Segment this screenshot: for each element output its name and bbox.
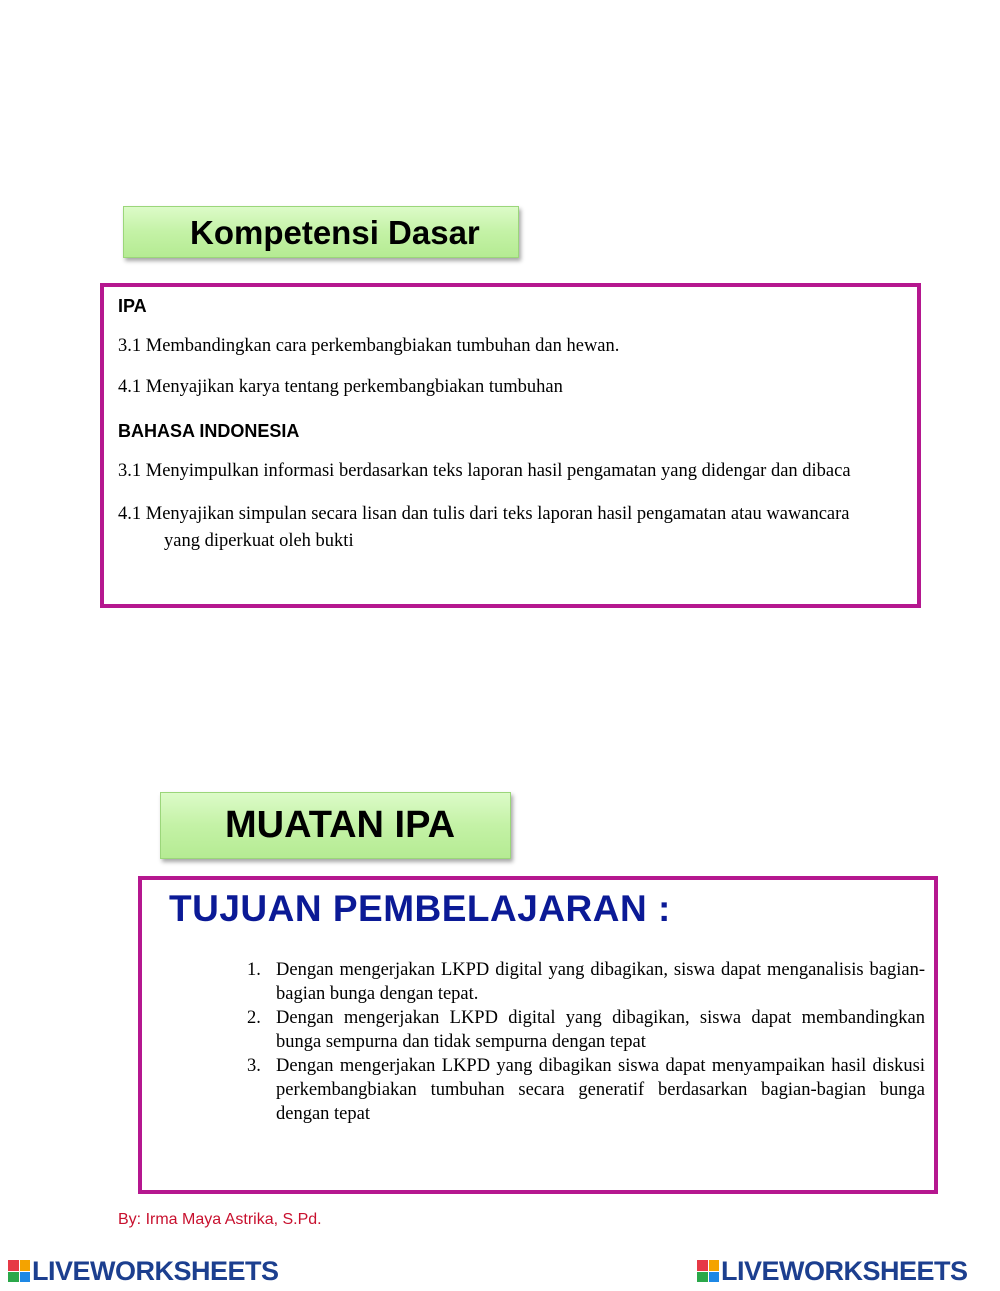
kd-ipa-item-1: 3.1 Membandingkan cara perkembangbiakan tumbuhan dan hewan. <box>118 336 620 356</box>
kd-bahasa-item-2: 4.1 Menyajikan simpulan secara lisan dan tulis dari teks laporan hasil pengamatan atau wawancara <box>118 504 850 524</box>
liveworksheets-text: LIVEWORKSHEETS <box>32 1255 279 1286</box>
liveworksheets-logo-right <box>697 1256 968 1286</box>
liveworksheets-icon <box>8 1260 30 1282</box>
ipa-heading: IPA <box>118 296 147 316</box>
list-item: 3. Dengan mengerjakan LKPD yang dibagikan siswa dapat menyampaikan hasil diskusi perkembangbiakan tumbuhan secara generatif berdasarkan bagian-bagian bunga dengan tepat <box>247 1056 925 1124</box>
list-item: 1. Dengan mengerjakan LKPD digital yang dibagikan, siswa dapat menganalisis bagian- bagian bunga dengan tepat. <box>247 960 925 1004</box>
kd-bahasa-item-1: 3.1 Menyimpulkan informasi berdasarkan teks laporan hasil pengamatan yang didengar dan dibaca <box>118 461 851 481</box>
tujuan-box <box>138 876 938 1194</box>
bahasa-heading: BAHASA INDONESIA <box>118 421 300 441</box>
kompetensi-dasar-label: Kompetensi Dasar <box>123 206 519 258</box>
tujuan-list <box>242 958 925 1126</box>
liveworksheets-text: LIVEWORKSHEETS <box>721 1255 968 1286</box>
tujuan-title: TUJUAN PEMBELAJARAN : <box>169 888 671 929</box>
kd-ipa-item-2: 4.1 Menyajikan karya tentang perkembangbiakan tumbuhan <box>118 377 563 397</box>
muatan-ipa-label: MUATAN IPA <box>160 792 511 859</box>
author-credit: By: Irma Maya Astrika, S.Pd. <box>118 1211 322 1228</box>
list-item: 2. Dengan mengerjakan LKPD digital yang dibagikan, siswa dapat membandingkan bunga sempurna dan tidak sempurna dengan tepat <box>247 1008 925 1052</box>
kompetensi-dasar-box <box>100 283 921 608</box>
kd-bahasa-item-2-cont: yang diperkuat oleh bukti <box>164 531 354 551</box>
liveworksheets-icon <box>697 1260 719 1282</box>
liveworksheets-logo-left <box>8 1256 279 1286</box>
